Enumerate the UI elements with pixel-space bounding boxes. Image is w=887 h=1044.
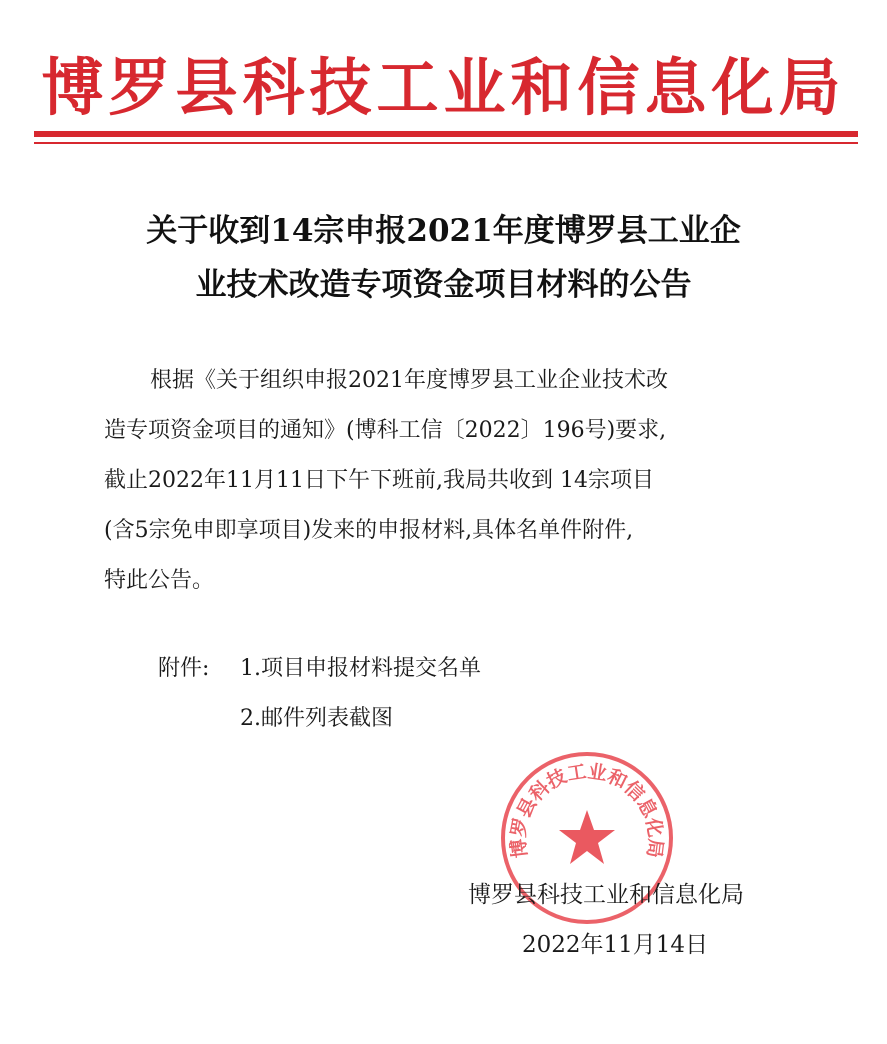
attachment-item-1: 1.项目申报材料提交名单 — [240, 656, 481, 681]
attachments-label: 附件: — [158, 656, 210, 681]
body-line-2: 造专项资金项目的通知》(博科工信〔2022〕196号)要求, — [104, 418, 667, 443]
notice-title-line-2: 业技术改造专项资金项目材料的公告 — [195, 267, 692, 303]
seal-text: 博罗县科技工业和信息化局 — [507, 760, 667, 860]
notice-body — [104, 356, 794, 606]
signer-name: 博罗县科技工业和信息化局 — [468, 882, 744, 908]
letterhead-divider-thin — [34, 142, 858, 144]
letterhead-title: 博罗县科技工业和信息化局 — [41, 51, 846, 124]
body-line-1: 根据《关于组织申报2021年度博罗县工业企业技术改 — [150, 368, 668, 393]
letterhead-divider-thick — [34, 131, 858, 137]
notice-title — [60, 204, 827, 312]
issue-date: 2022年11月14日 — [522, 932, 709, 958]
attachment-row-1 — [158, 644, 481, 694]
body-line-4: (含5宗免申即享项目)发来的申报材料,具体名单件附件, — [104, 518, 634, 543]
seal-star-icon — [559, 810, 615, 864]
notice-title-line-1: 关于收到14宗申报2021年度博罗县工业企 — [146, 213, 741, 249]
body-line-3: 截止2022年11月11日下午下班前,我局共收到 14宗项目 — [104, 468, 654, 493]
body-line-5: 特此公告。 — [104, 568, 215, 593]
attachments-block — [158, 644, 481, 744]
attachment-item-2: 2.邮件列表截图 — [240, 706, 393, 731]
